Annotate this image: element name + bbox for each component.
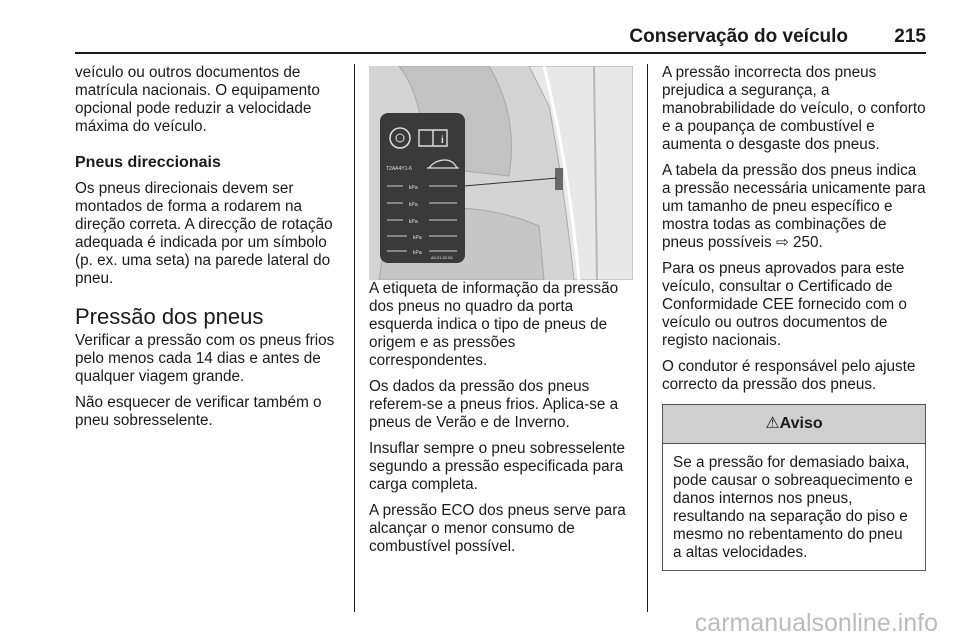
page-number: 215 [894, 26, 926, 47]
warning-title: Aviso [779, 415, 823, 432]
paragraph: Para os pneus aprovados para este veículo, consultar o Certificado de Conformidade CEE fornecido com o veículo ou outros documentos de registo nacionais. [662, 260, 907, 349]
paragraph: Verificar a pressão com os pneus frios pelo menos cada 14 dias e antes de qualquer viagem grande. [75, 332, 335, 385]
label-unit: kPa [409, 219, 418, 225]
column-2 [369, 64, 633, 564]
page-header [75, 24, 926, 54]
tyre-label-figure [369, 66, 633, 280]
column-divider-1 [354, 64, 355, 612]
paragraph: A tabela da pressão dos pneus indica a pressão necessária unicamente para um tamanho de pneu específico e mostra todas as combinações de pneus possíveis ⇨ 250. [662, 162, 926, 251]
warning-text: Se a pressão for demasiado baixa, pode causar o sobreaquecimento e danos internos nos pneus, resultando na separação do piso e mesmo no rebentamento do pneu a altas velocidades. [673, 454, 913, 561]
column-1 [75, 64, 343, 438]
label-code: A0.01.02.B1 [431, 255, 454, 260]
tyre-pressure-label [380, 113, 465, 263]
warning-triangle-icon: ⚠ [765, 415, 780, 432]
watermark: carmanualsonline.info [694, 609, 938, 637]
paragraph: Os dados da pressão dos pneus referem-se a pneus frios. Aplica-se a pneus de Verão e de Inverno. [369, 378, 619, 431]
paragraph: A pressão ECO dos pneus serve para alcançar o menor consumo de combustível possível. [369, 502, 626, 555]
arrow-reference-icon: ⇨ [775, 234, 789, 251]
header-rule [75, 52, 926, 54]
figure-caption: A etiqueta de informação da pressão dos pneus no quadro da porta esquerda indica o tipo de pneus de origem e as pressões correspondentes. [369, 280, 619, 369]
paragraph: A pressão incorrecta dos pneus prejudica a segurança, a manobrabilidade do veículo, o conforto e a poupança de combustível e aumenta o desgaste dos pneus. [662, 64, 926, 153]
warning-box [662, 404, 926, 571]
heading-tyre-pressure: Pressão dos pneus [75, 304, 264, 329]
sticker-location [555, 168, 563, 190]
label-unit: kPa [413, 250, 422, 256]
paragraph: Os pneus direcionais devem ser montados de forma a rodarem na direção correta. A direcção de rotação adequada é indicada por um símbolo (p. ex. uma seta) na parede lateral do pneu. [75, 180, 333, 287]
label-unit: kPa [409, 202, 418, 208]
heading-directional-tyres: Pneus direccionais [75, 154, 221, 171]
warning-body [663, 444, 925, 570]
column-3 [662, 64, 926, 571]
label-unit: kPa [409, 185, 418, 191]
svg-text:i: i [441, 135, 444, 146]
page-title: Conservação do veículo [629, 26, 848, 47]
door-frame-illustration [369, 66, 633, 280]
paragraph: Insuflar sempre o pneu sobresselente segundo a pressão especificada para carga completa. [369, 440, 625, 493]
paragraph: veículo ou outros documentos de matrícula nacionais. O equipamento opcional pode reduzir a velocidade máxima do veículo. [75, 64, 320, 135]
paragraph: O condutor é responsável pelo ajuste correcto da pressão dos pneus. [662, 358, 916, 393]
label-code: T2AA4Y1-6 [386, 166, 412, 172]
paragraph: Não esquecer de verificar também o pneu sobresselente. [75, 394, 322, 429]
label-unit: kPa [413, 235, 422, 241]
column-divider-2 [647, 64, 648, 612]
warning-header [663, 405, 925, 444]
page-reference-link[interactable]: 250. [793, 234, 823, 251]
